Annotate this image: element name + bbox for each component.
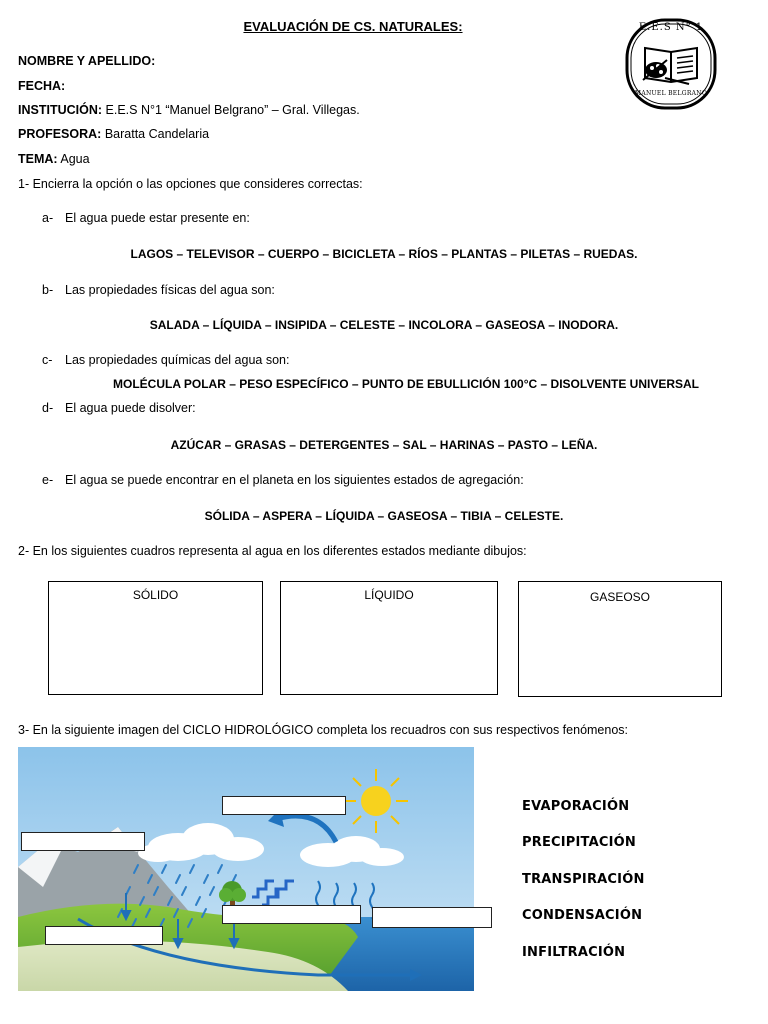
q1b-options[interactable]: SALADA – LÍQUIDA – INSIPIDA – CELESTE – INCOLORA – GASEOSA – INODORA. xyxy=(149,318,619,332)
term-precipitacion: PRECIPITACIÓN xyxy=(522,835,636,850)
q3-prompt-highlight: CICLO HIDROLÓGICO xyxy=(182,723,314,737)
q3-prompt-after: completa los recuadros con sus respectivos fenómenos: xyxy=(313,723,629,737)
cycle-answer-box-2[interactable] xyxy=(21,832,145,851)
q1a-text: El agua puede estar presente en: xyxy=(65,211,250,225)
q1-prompt: 1- Encierra la opción o las opciones que consideres correctas: xyxy=(18,177,363,191)
q2-prompt: 2- En los siguientes cuadros representa al agua en los diferentes estados mediante dibujos: xyxy=(18,544,527,558)
q1a-options[interactable]: LAGOS – TELEVISOR – CUERPO – BICICLETA – RÍOS – PLANTAS – PILETAS – RUEDAS. xyxy=(130,247,638,261)
box-label-liquido: LÍQUIDO xyxy=(364,588,414,602)
profesora-value: Baratta Candelaria xyxy=(104,127,210,141)
q1c-text: Las propiedades químicas del agua son: xyxy=(65,353,290,367)
q1a-letter: a- xyxy=(42,211,54,225)
term-condensacion: CONDENSACIÓN xyxy=(522,908,643,923)
page-title: EVALUACIÓN DE CS. NATURALES: xyxy=(243,19,463,34)
q3-prompt-before: 3- En la siguiente imagen del xyxy=(18,723,183,737)
drawing-box-solido[interactable] xyxy=(48,581,263,695)
cycle-answer-box-1[interactable] xyxy=(222,796,346,815)
cycle-answer-box-3[interactable] xyxy=(222,905,361,924)
q3-prompt xyxy=(18,723,628,737)
logo-bottom-text: MANUEL BELGRANO xyxy=(634,90,708,97)
q1d-text: El agua puede disolver: xyxy=(65,401,196,415)
institucion-label: INSTITUCIÓN: xyxy=(18,103,103,117)
water-cycle-illustration xyxy=(18,747,474,991)
institucion-value: E.E.S N°1 “Manuel Belgrano” – Gral. Villegas. xyxy=(105,103,360,117)
term-infiltracion: INFILTRACIÓN xyxy=(522,945,626,960)
drawing-box-liquido[interactable] xyxy=(280,581,498,695)
q1d-letter: d- xyxy=(42,401,54,415)
profesora-label: PROFESORA: xyxy=(18,127,102,141)
term-evaporacion: EVAPORACIÓN xyxy=(522,799,630,814)
fecha-field-label: FECHA: xyxy=(18,79,66,93)
logo-top-text: E.E.S N° 1 xyxy=(638,22,704,33)
q1d-options[interactable]: AZÚCAR – GRASAS – DETERGENTES – SAL – HARINAS – PASTO – LEÑA. xyxy=(170,438,598,452)
tema-value: Agua xyxy=(60,152,90,166)
q1c-letter: c- xyxy=(42,353,53,367)
q1b-letter: b- xyxy=(42,283,54,297)
profesora-line xyxy=(18,127,209,141)
cycle-answer-box-4[interactable] xyxy=(372,907,492,928)
tema-line xyxy=(18,152,90,166)
box-label-solido: SÓLIDO xyxy=(132,588,179,602)
tema-label: TEMA: xyxy=(18,152,58,166)
box-label-gaseoso: GASEOSO xyxy=(589,590,651,604)
institucion-line xyxy=(18,103,360,117)
q1e-text: El agua se puede encontrar en el planeta en los siguientes estados de agregación: xyxy=(65,473,524,487)
q1e-letter: e- xyxy=(42,473,54,487)
q1b-text: Las propiedades físicas del agua son: xyxy=(65,283,275,297)
cycle-answer-box-5[interactable] xyxy=(45,926,163,945)
q1e-options[interactable]: SÓLIDA – ASPERA – LÍQUIDA – GASEOSA – TIBIA – CELESTE. xyxy=(204,509,564,523)
q1c-options[interactable]: MOLÉCULA POLAR – PESO ESPECÍFICO – PUNTO DE EBULLICIÓN 100°C – DISOLVENTE UNIVERSAL xyxy=(113,377,699,391)
term-transpiracion: TRANSPIRACIÓN xyxy=(522,872,645,887)
nombre-field-label: NOMBRE Y APELLIDO: xyxy=(18,54,156,68)
drawing-box-gaseoso[interactable] xyxy=(518,581,722,697)
